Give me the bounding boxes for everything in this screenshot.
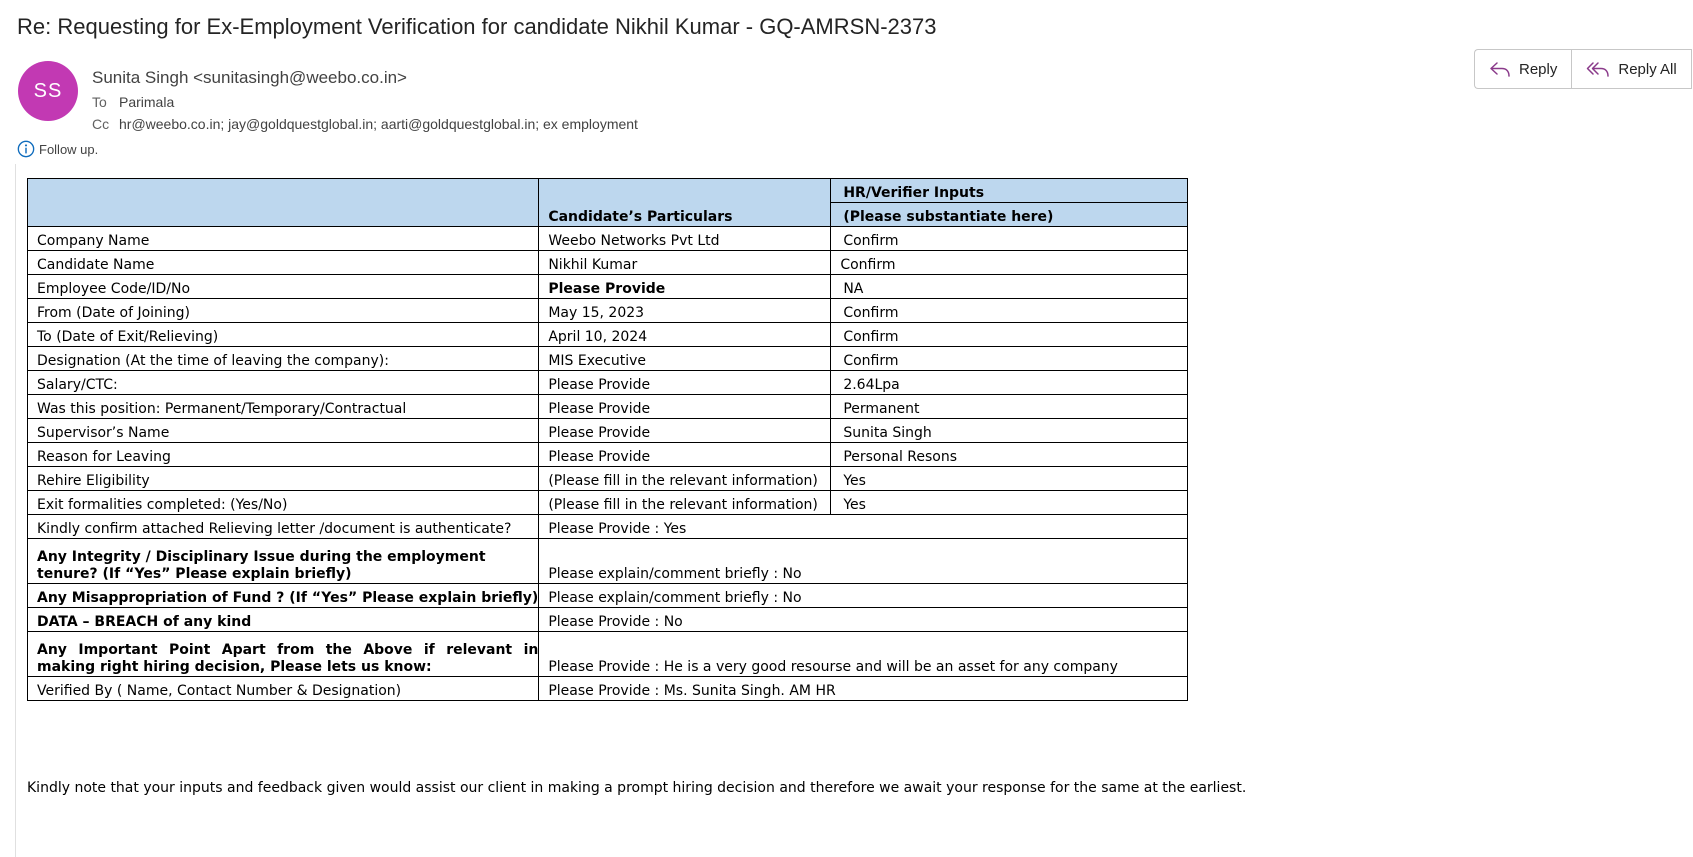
row-hr-value: 2.64Lpa — [831, 371, 1188, 395]
row-candidate-value: Please Provide — [539, 443, 831, 467]
row-label: Was this position: Permanent/Temporary/Contractual — [28, 395, 539, 419]
row-merged-value: Please Provide : Ms. Sunita Singh. AM HR — [539, 677, 1188, 701]
table-row — [28, 677, 1188, 701]
reply-button[interactable] — [1475, 50, 1572, 88]
reply-all-button[interactable] — [1572, 50, 1691, 88]
table-row — [28, 584, 1188, 608]
reply-icon — [1489, 60, 1511, 78]
table-row — [28, 632, 1188, 677]
verification-table — [27, 178, 1188, 701]
reply-all-icon — [1586, 60, 1610, 78]
reply-actions — [1474, 49, 1692, 89]
row-hr-value: Confirm — [831, 323, 1188, 347]
row-hr-value: Yes — [831, 491, 1188, 515]
row-label: Rehire Eligibility — [28, 467, 539, 491]
to-recipient[interactable]: Parimala — [119, 94, 175, 110]
row-hr-value: Confirm — [831, 299, 1188, 323]
row-label: Any Important Point Apart from the Above if relevant in making right hiring decision, Please lets us know: — [28, 632, 539, 677]
row-candidate-value: (Please fill in the relevant information) — [539, 467, 831, 491]
table-row — [28, 419, 1188, 443]
row-hr-value: Confirm — [831, 347, 1188, 371]
closing-paragraph: Kindly note that your inputs and feedback given would assist our client in making a prompt hiring decision and therefore we await your response for the same at the earliest. — [27, 780, 1247, 796]
row-hr-value: Permanent — [831, 395, 1188, 419]
row-candidate-value: Nikhil Kumar — [539, 251, 831, 275]
row-merged-value: Please Provide : No — [539, 608, 1188, 632]
row-hr-value: NA — [831, 275, 1188, 299]
cc-line — [92, 116, 638, 132]
row-candidate-value: Please Provide — [539, 275, 831, 299]
row-label: Employee Code/ID/No — [28, 275, 539, 299]
table-row — [28, 608, 1188, 632]
row-merged-value: Please explain/comment briefly : No — [539, 539, 1188, 584]
row-label: Supervisor’s Name — [28, 419, 539, 443]
row-label: To (Date of Exit/Relieving) — [28, 323, 539, 347]
table-row — [28, 347, 1188, 371]
table-row — [28, 371, 1188, 395]
row-candidate-value: Please Provide — [539, 371, 831, 395]
row-label: Kindly confirm attached Relieving letter /document is authenticate? — [28, 515, 539, 539]
row-label: Any Misappropriation of Fund ? (If “Yes” Please explain briefly) — [28, 584, 539, 608]
row-candidate-value: April 10, 2024 — [539, 323, 831, 347]
row-candidate-value: (Please fill in the relevant information) — [539, 491, 831, 515]
follow-up-flag — [17, 140, 98, 158]
table-row — [28, 323, 1188, 347]
table-row — [28, 227, 1188, 251]
row-label: DATA – BREACH of any kind — [28, 608, 539, 632]
row-candidate-value: Weebo Networks Pvt Ltd — [539, 227, 831, 251]
email-subject: Re: Requesting for Ex-Employment Verification for candidate Nikhil Kumar - GQ-AMRSN-2373 — [17, 14, 937, 39]
table-row — [28, 539, 1188, 584]
info-icon — [17, 140, 35, 158]
row-label: Candidate Name — [28, 251, 539, 275]
row-merged-value: Please Provide : He is a very good resourse and will be an asset for any company — [539, 632, 1188, 677]
row-hr-value: Yes — [831, 467, 1188, 491]
reply-all-label: Reply All — [1618, 60, 1677, 78]
row-label: Verified By ( Name, Contact Number & Designation) — [28, 677, 539, 701]
row-merged-value: Please Provide : Yes — [539, 515, 1188, 539]
header-candidate-particulars: Candidate’s Particulars — [539, 179, 831, 227]
sender-name[interactable]: Sunita Singh <sunitasingh@weebo.co.in> — [92, 68, 407, 87]
row-candidate-value: Please Provide — [539, 395, 831, 419]
row-candidate-value: May 15, 2023 — [539, 299, 831, 323]
avatar[interactable] — [18, 61, 78, 121]
row-hr-value: Sunita Singh — [831, 419, 1188, 443]
table-row — [28, 443, 1188, 467]
row-label: Any Integrity / Disciplinary Issue during the employment tenure? (If “Yes” Please explain briefly) — [28, 539, 539, 584]
row-hr-value: Confirm — [831, 251, 1188, 275]
header-cell-blank — [28, 179, 539, 227]
header-hr-inputs: HR/Verifier Inputs — [831, 179, 1188, 203]
message-body-rule — [15, 164, 16, 857]
to-label: To — [92, 94, 107, 110]
to-line — [92, 94, 174, 110]
row-candidate-value: MIS Executive — [539, 347, 831, 371]
cc-label: Cc — [92, 116, 110, 132]
table-row — [28, 299, 1188, 323]
row-label: Exit formalities completed: (Yes/No) — [28, 491, 539, 515]
follow-up-text: Follow up. — [39, 141, 99, 157]
row-label: Company Name — [28, 227, 539, 251]
row-hr-value: Personal Resons — [831, 443, 1188, 467]
table-row — [28, 467, 1188, 491]
avatar-initials: SS — [33, 79, 63, 102]
table-row — [28, 491, 1188, 515]
table-row — [28, 251, 1188, 275]
reply-label: Reply — [1519, 60, 1558, 78]
header-substantiate: (Please substantiate here) — [831, 203, 1188, 227]
row-label: From (Date of Joining) — [28, 299, 539, 323]
row-hr-value: Confirm — [831, 227, 1188, 251]
row-label: Reason for Leaving — [28, 443, 539, 467]
cc-recipients[interactable]: hr@weebo.co.in; jay@goldquestglobal.in; aarti@goldquestglobal.in; ex employment — [119, 116, 638, 132]
row-candidate-value: Please Provide — [539, 419, 831, 443]
table-row — [28, 515, 1188, 539]
row-label: Salary/CTC: — [28, 371, 539, 395]
table-header-row — [28, 179, 1188, 203]
table-row — [28, 275, 1188, 299]
table-row — [28, 395, 1188, 419]
row-label: Designation (At the time of leaving the company): — [28, 347, 539, 371]
row-merged-value: Please explain/comment briefly : No — [539, 584, 1188, 608]
